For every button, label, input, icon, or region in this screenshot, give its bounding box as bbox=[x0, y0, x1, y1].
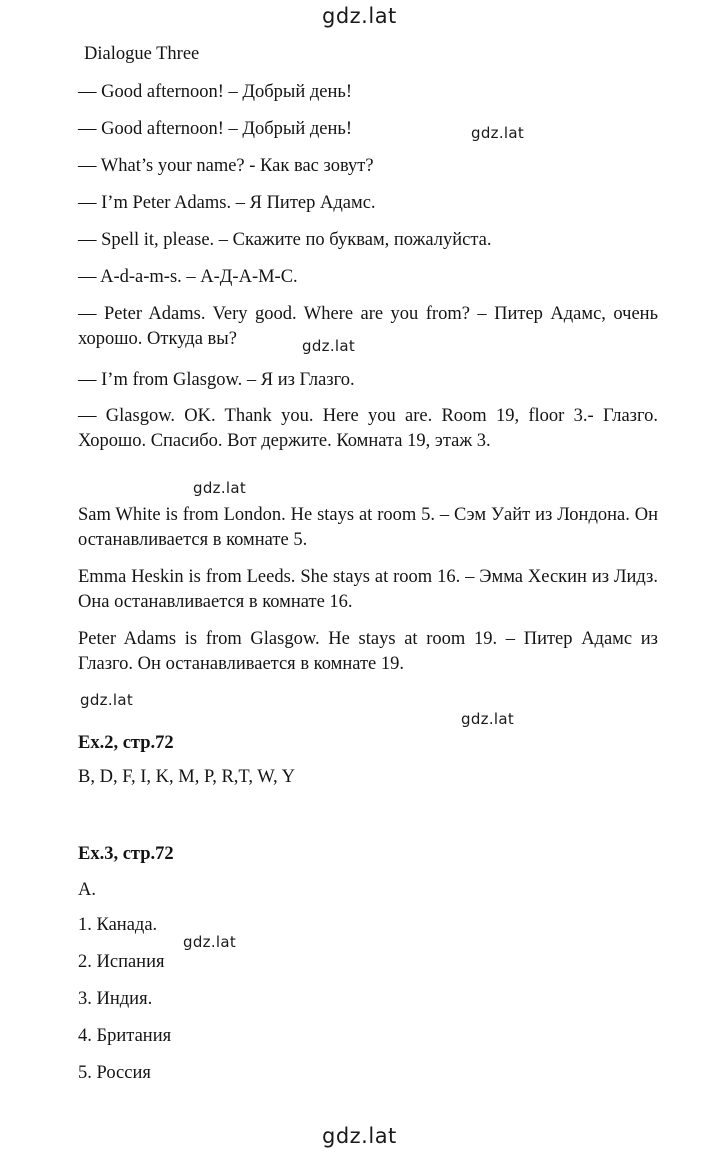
dialogue-paragraph: — Glasgow. OK. Thank you. Here you are. Room 19, floor 3.- Глазго. Хорошо. Спасибо. Вот держите. Комната 19, этаж 3. bbox=[78, 406, 658, 451]
watermark: gdz.lat bbox=[461, 710, 515, 728]
watermark: gdz.lat bbox=[471, 124, 525, 142]
dialogue-line: — I’m Peter Adams. – Я Питер Адамс. bbox=[78, 193, 376, 213]
dialogue-line: — What’s your name? - Как вас зовут? bbox=[78, 156, 374, 176]
dialogue-line: — A-d-a-m-s. – А-Д-А-М-С. bbox=[78, 267, 298, 287]
list-item: 2. Испания bbox=[78, 952, 165, 972]
list-item: 3. Индия. bbox=[78, 989, 153, 1009]
list-item: 1. Канада. bbox=[78, 915, 158, 935]
watermark-top: gdz.lat bbox=[322, 4, 397, 28]
watermark: gdz.lat bbox=[302, 337, 356, 355]
list-item: 5. Россия bbox=[78, 1063, 151, 1083]
summary-paragraph: Peter Adams is from Glasgow. He stays at room 19. – Питер Адамс из Глазго. Он останавливается в комнате 19. bbox=[78, 629, 658, 674]
exercise-2-answer: B, D, F, I, K, M, P, R,T, W, Y bbox=[78, 767, 295, 787]
exercise-3-section: A. bbox=[78, 880, 96, 900]
watermark: gdz.lat bbox=[183, 933, 237, 951]
dialogue-line: — Good afternoon! – Добрый день! bbox=[78, 82, 353, 102]
exercise-2-heading: Ex.2, стр.72 bbox=[78, 733, 174, 753]
summary-paragraph: Sam White is from London. He stays at room 5. – Сэм Уайт из Лондона. Он останавливается в комнате 5. bbox=[78, 505, 658, 550]
summary-paragraph: Emma Heskin is from Leeds. She stays at room 16. – Эмма Хескин из Лидз. Она останавливается в комнате 16. bbox=[78, 567, 658, 612]
exercise-3-heading: Ex.3, стр.72 bbox=[78, 844, 174, 864]
dialogue-line: — Good afternoon! – Добрый день! bbox=[78, 119, 353, 139]
watermark: gdz.lat bbox=[193, 479, 247, 497]
dialogue-title: Dialogue Three bbox=[84, 44, 200, 64]
dialogue-line: — I’m from Glasgow. – Я из Глазго. bbox=[78, 370, 355, 390]
watermark-bottom: gdz.lat bbox=[322, 1124, 397, 1148]
dialogue-line: — Spell it, please. – Скажите по буквам, пожалуйста. bbox=[78, 230, 492, 250]
dialogue-paragraph: — Peter Adams. Very good. Where are you from? – Питер Адамс, очень хорошо. Откуда вы? bbox=[78, 304, 658, 349]
list-item: 4. Британия bbox=[78, 1026, 172, 1046]
watermark: gdz.lat bbox=[80, 691, 134, 709]
